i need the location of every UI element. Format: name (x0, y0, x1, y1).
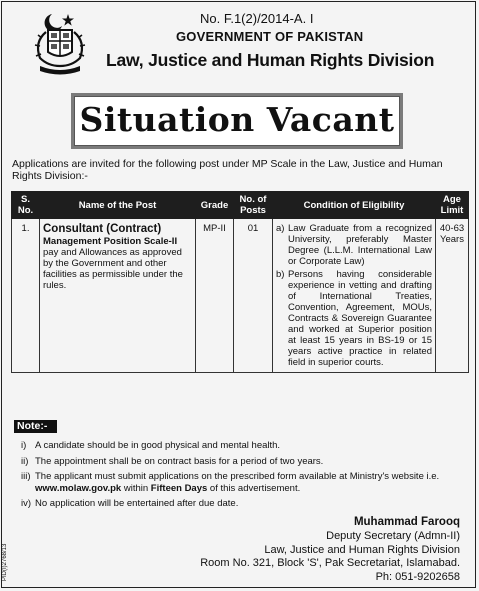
header-condition: Condition of Eligibility (273, 192, 436, 219)
post-scale: Management Position Scale-II (43, 236, 178, 247)
post-pay: pay and Allowances as approved by the Government and other facilities as permissible under the rules. (43, 247, 183, 291)
table-row (12, 219, 469, 373)
posts-table (11, 191, 469, 373)
condition-item: a) Law Graduate from a recognized University, preferably Master Degree (L.L.M. International Law or Corporate Law) (276, 223, 432, 267)
pid-code: PID(I)2768/13 (2, 543, 8, 581)
banner-title: Situation Vacant (79, 100, 395, 139)
condition-item: b) Persons having considerable experience in vetting and drafting of International Treaties, Convention, Agreement, MOUs, Contracts & Sovereign Guarantee and worked at Superior position at least 15 years in BS-19 or 15 years active practice in related field in superior courts. (276, 269, 432, 368)
header-sno: S. No. (12, 192, 40, 219)
note-label: Note:- (14, 420, 57, 433)
cell-post-name (40, 219, 196, 373)
division-heading: Law, Justice and Human Rights Division (106, 50, 435, 70)
note-item: iv) No application will be entertained after due date. (21, 498, 239, 509)
government-heading: GOVERNMENT OF PAKISTAN (176, 29, 364, 44)
reference-number: No. F.1(2)/2014-A. I (200, 11, 314, 26)
header-name: Name of the Post (40, 192, 196, 219)
table-header-row (12, 192, 469, 219)
signature-block (200, 516, 460, 585)
note-item: i) A candidate should be in good physical and mental health. (21, 440, 281, 451)
header-grade: Grade (196, 192, 234, 219)
signatory-designation: Deputy Secretary (Admn-II) (326, 529, 460, 542)
deadline-text: Fifteen Days (150, 482, 208, 494)
cell-posts: 01 (234, 219, 273, 373)
header-age: Age Limit (436, 192, 469, 219)
state-emblem-icon (30, 10, 90, 76)
post-title: Consultant (Contract) (43, 223, 162, 235)
notes-list (21, 440, 471, 514)
signatory-address: Room No. 321, Block 'S', Pak Secretariat, Islamabad. (200, 557, 460, 570)
signatory-name: Muhammad Farooq (353, 516, 460, 528)
signatory-phone: Ph: 051-9202658 (375, 571, 460, 584)
cell-conditions (273, 219, 436, 373)
title-banner (71, 93, 403, 149)
cell-sno: 1. (12, 219, 40, 373)
cell-age: 40-63 Years (436, 219, 469, 373)
signatory-office: Law, Justice and Human Rights Division (264, 543, 460, 556)
header-posts: No. of Posts (234, 192, 273, 219)
note-item: iii) The applicant must submit applications on the prescribed form available at Ministry's website i.e. www.molaw.gov.pk within Fifteen Days of this advertisement. (21, 471, 440, 494)
note-item: ii) The appointment shall be on contract basis for a period of two years. (21, 455, 324, 467)
website-link: www.molaw.gov.pk (35, 482, 122, 494)
cell-grade: MP-II (196, 219, 234, 373)
intro-text: Applications are invited for the following post under MP Scale in the Law, Justice and Human Rights Division:- (12, 158, 443, 182)
